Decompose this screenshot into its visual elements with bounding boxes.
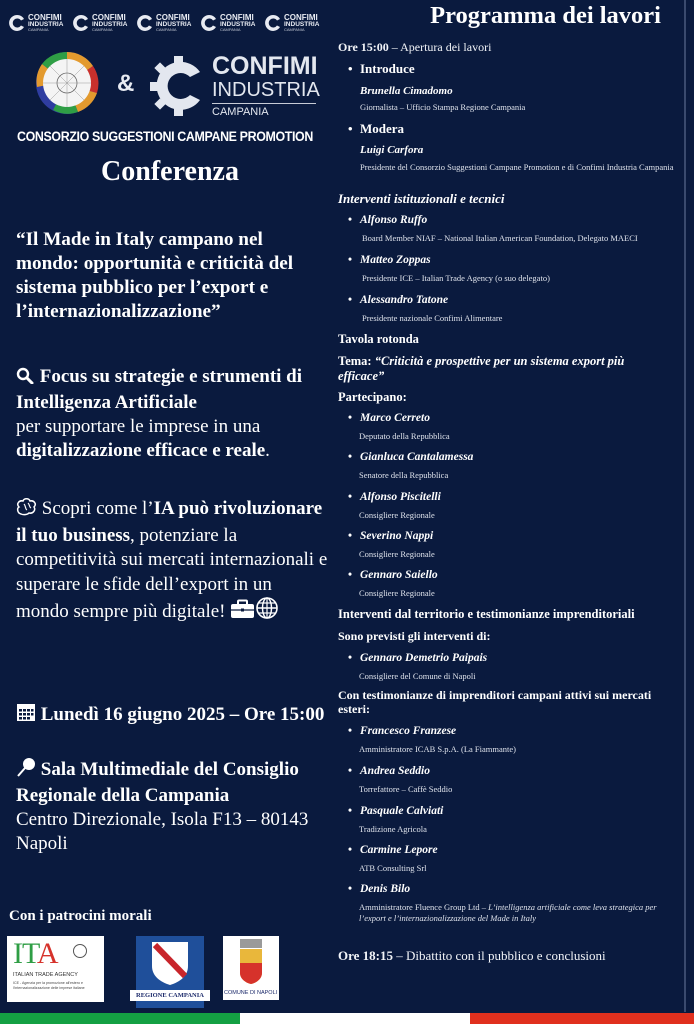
focus-bold2: digitalizzazione efficace e reale bbox=[16, 440, 266, 461]
mini-confimi-logo bbox=[72, 10, 132, 36]
logo-line3: CAMPANIA bbox=[212, 106, 269, 118]
speaker-role bbox=[359, 431, 677, 442]
flag-green bbox=[0, 1013, 240, 1024]
closing-text: – Dibattito con il pubblico e conclusioni bbox=[393, 948, 606, 963]
conferenza-title: Conferenza bbox=[101, 156, 239, 187]
speaker-role-text: Amministratore ICAB S.p.A. (La Fiammante) bbox=[359, 744, 516, 754]
conference-quote: “Il Made in Italy campano nel mondo: opportunità e criticità del sistema pubblico per l’export e l’internazionalizzazione” bbox=[16, 229, 294, 322]
modera-name: Luigi Carfora bbox=[360, 144, 424, 156]
consorzio-logo bbox=[33, 47, 101, 119]
scopri-paragraph bbox=[16, 497, 328, 627]
partecipano-label: Partecipano: bbox=[338, 390, 407, 404]
mini-confimi-logo bbox=[200, 10, 260, 36]
speaker-name: • Pasquale Calviati bbox=[348, 805, 443, 817]
speaker-role bbox=[359, 824, 677, 835]
venue-address: Centro Direzionale, Isola F13 – 80143 Napoli bbox=[16, 809, 309, 854]
speaker-name: • Francesco Franzese bbox=[348, 725, 456, 737]
speaker-role bbox=[359, 863, 677, 874]
speaker-role bbox=[359, 470, 677, 481]
magnifier-icon bbox=[16, 367, 35, 391]
speaker-role-text: Board Member NIAF – National Italian American Foundation, Delegato MAECI bbox=[362, 233, 638, 243]
scopri-normal1: Scopri come l’ bbox=[41, 498, 154, 519]
mini-logo-line2: INDUSTRIA bbox=[220, 20, 256, 28]
speaker-role-text: Presidente nazionale Confimi Alimentare bbox=[362, 313, 503, 323]
speaker-role-text: Deputato della Repubblica bbox=[359, 431, 450, 441]
previsti-label: Sono previsti gli interventi di: bbox=[338, 629, 491, 643]
campania-shield-icon bbox=[150, 940, 190, 986]
modera-role: Presidente del Consorzio Suggestioni Campane Promotion e di Confimi Industria Campania bbox=[360, 162, 674, 172]
program-column bbox=[338, 0, 682, 1012]
mini-logo-line3: CAMPANIA bbox=[156, 27, 177, 33]
speaker-role bbox=[362, 313, 680, 324]
gear-c-icon bbox=[136, 14, 154, 32]
istituzionali-title: Interventi istituzionali e tecnici bbox=[338, 191, 505, 206]
napoli-name: COMUNE DI NAPOLI bbox=[224, 990, 278, 996]
gear-c-icon bbox=[150, 56, 206, 116]
speaker-role-text: ATB Consulting Srl bbox=[359, 863, 427, 873]
speaker-role bbox=[362, 233, 680, 244]
speaker-role-topic: L’intelligenza artificiale come leva strategica per l’export e l’internazionalizzazione del Made in Italy bbox=[359, 902, 657, 923]
gear-c-icon bbox=[264, 14, 282, 32]
closing-time: Ore 18:15 bbox=[338, 948, 393, 963]
venue-name: Sala Multimediale del Consiglio Regionale della Campania bbox=[16, 759, 299, 806]
logo-row bbox=[8, 10, 324, 36]
mini-logo-line2: INDUSTRIA bbox=[92, 20, 128, 28]
speaker-role bbox=[359, 902, 677, 924]
speaker-name: • Alessandro Tatone bbox=[348, 294, 448, 306]
mini-logo-line1: CONFIMI bbox=[220, 12, 254, 22]
mini-logo-line1: CONFIMI bbox=[156, 12, 190, 22]
territorio-title: Interventi dal territorio e testimonianze imprenditoriali bbox=[338, 607, 635, 621]
introduce-label: • Introduce bbox=[348, 61, 415, 77]
mini-logo-line1: CONFIMI bbox=[284, 12, 318, 22]
logo-line2: INDUSTRIA bbox=[212, 79, 320, 101]
mini-logo-line2: INDUSTRIA bbox=[284, 20, 320, 28]
speaker-name: • Andrea Seddio bbox=[348, 765, 430, 777]
pin-icon bbox=[16, 757, 36, 784]
gear-c-icon bbox=[72, 14, 90, 32]
speaker-role-text: Consigliere Regionale bbox=[359, 588, 435, 598]
tavola-tema bbox=[338, 354, 658, 384]
focus-end: . bbox=[265, 440, 270, 461]
speaker-role bbox=[359, 588, 677, 599]
mini-confimi-logo bbox=[8, 10, 68, 36]
ita-mark-icon bbox=[73, 944, 87, 958]
opening-line bbox=[338, 40, 491, 55]
mini-logo-line1: CONFIMI bbox=[92, 12, 126, 22]
event-venue bbox=[16, 757, 328, 856]
introduce-role: Giornalista – Ufficio Stampa Regione Campania bbox=[360, 102, 526, 112]
mini-confimi-logo bbox=[264, 10, 324, 36]
mini-logo-line3: CAMPANIA bbox=[92, 27, 113, 33]
calendar-icon bbox=[16, 703, 36, 729]
consorzio-title: CONSORZIO SUGGESTIONI CAMPANE PROMOTION bbox=[17, 129, 313, 144]
program-title: Programma dei lavori bbox=[430, 2, 661, 29]
italian-flag-bar bbox=[0, 1013, 694, 1024]
flag-white bbox=[240, 1013, 470, 1024]
speaker-role-text: Amministratore Fluence Group Ltd – bbox=[359, 902, 489, 912]
briefcase-icon bbox=[230, 599, 255, 627]
opening-time: Ore 15:00 bbox=[338, 40, 389, 54]
speaker-role bbox=[359, 510, 677, 521]
gear-c-icon bbox=[8, 14, 26, 32]
speaker-role-text: Consigliere del Comune di Napoli bbox=[359, 671, 476, 681]
speaker-role-text: Senatore della Repubblica bbox=[359, 470, 449, 480]
speaker-role-text: Consigliere Regionale bbox=[359, 549, 435, 559]
speaker-role-text: Torrefattore – Caffè Seddio bbox=[359, 784, 453, 794]
napoli-crest-icon bbox=[236, 939, 266, 985]
mini-logo-line1: CONFIMI bbox=[28, 12, 62, 22]
speaker-role-text: Tradizione Agricola bbox=[359, 824, 427, 834]
speaker-name: • Alfonso Ruffo bbox=[348, 214, 427, 226]
focus-normal: per supportare le imprese in una bbox=[16, 416, 261, 437]
comune-napoli-logo bbox=[223, 936, 279, 1000]
speaker-role-text: Consigliere Regionale bbox=[359, 510, 435, 520]
event-date bbox=[16, 703, 328, 729]
regione-campania-logo bbox=[136, 936, 204, 1008]
speaker-name: • Denis Bilo bbox=[348, 883, 410, 895]
focus-bold: Focus su strategie e strumenti di Intelligenza Artificiale bbox=[16, 366, 303, 413]
globe-icon bbox=[255, 597, 279, 627]
testimonianze-label: Con testimonianze di imprenditori campani attivi sui mercati esteri: bbox=[338, 688, 652, 716]
logo-line1: CONFIMI bbox=[212, 52, 318, 80]
ita-name: ITALIAN TRADE AGENCY bbox=[13, 972, 78, 978]
left-column bbox=[0, 0, 330, 1012]
closing-line bbox=[338, 948, 606, 964]
logo-rule bbox=[212, 103, 316, 104]
ita-sub: ICE - Agenzia per la promozione all'estero e l'internazionalizzazione delle imprese italiane bbox=[13, 981, 85, 990]
ita-wordmark: ITA bbox=[13, 937, 58, 970]
speaker-name: • Gennaro Saiello bbox=[348, 569, 438, 581]
speaker-role bbox=[359, 744, 677, 755]
speaker-name: • Severino Nappi bbox=[348, 530, 433, 542]
mini-confimi-logo bbox=[136, 10, 196, 36]
speaker-role bbox=[359, 549, 677, 560]
patrocini-title: Con i patrocini morali bbox=[9, 908, 152, 924]
tema-text: “Criticità e prospettive per un sistema export più efficace” bbox=[338, 354, 625, 383]
mini-logo-line2: INDUSTRIA bbox=[28, 20, 64, 28]
event-date-text: Lunedì 16 giugno 2025 – Ore 15:00 bbox=[40, 704, 325, 725]
regione-name: REGIONE CAMPANIA bbox=[130, 990, 210, 1001]
tema-label: Tema: bbox=[338, 354, 375, 368]
mini-logo-line3: CAMPANIA bbox=[28, 27, 49, 33]
flag-red bbox=[470, 1013, 694, 1024]
ampersand: & bbox=[117, 70, 135, 97]
brain-icon bbox=[16, 498, 37, 524]
scopri-normal2: , potenziare la competitività sui mercati internazionali e superare le sfide dell’export in un mondo sempre più digitale! bbox=[16, 524, 328, 622]
modera-label: • Modera bbox=[348, 121, 404, 137]
mini-logo-line2: INDUSTRIA bbox=[156, 20, 192, 28]
speaker-name: • Carmine Lepore bbox=[348, 844, 438, 856]
scopri-bold: IA può rivoluzionare il tuo business bbox=[16, 498, 323, 546]
opening-text: – Apertura dei lavori bbox=[388, 40, 492, 54]
speaker-role bbox=[362, 273, 680, 284]
speaker-name: • Marco Cerreto bbox=[348, 412, 430, 424]
speaker-role-text: Presidente ICE – Italian Trade Agency (o suo delegato) bbox=[362, 273, 550, 283]
speaker-name: • Matteo Zoppas bbox=[348, 254, 431, 266]
mini-logo-line3: CAMPANIA bbox=[284, 27, 305, 33]
speaker-name: • Alfonso Piscitelli bbox=[348, 491, 441, 503]
tavola-title: Tavola rotonda bbox=[338, 332, 419, 346]
gear-c-icon bbox=[200, 14, 218, 32]
confimi-campania-logo bbox=[150, 50, 320, 122]
speaker-name: • Gianluca Cantalamessa bbox=[348, 451, 473, 463]
focus-paragraph bbox=[16, 365, 328, 463]
edge-divider bbox=[684, 0, 686, 1012]
speaker-name: • Gennaro Demetrio Paipais bbox=[348, 652, 487, 664]
speaker-role bbox=[359, 784, 677, 795]
introduce-name: Brunella Cimadomo bbox=[360, 85, 453, 97]
ita-logo bbox=[7, 936, 104, 1002]
mini-logo-line3: CAMPANIA bbox=[220, 27, 241, 33]
speaker-role bbox=[359, 671, 677, 682]
